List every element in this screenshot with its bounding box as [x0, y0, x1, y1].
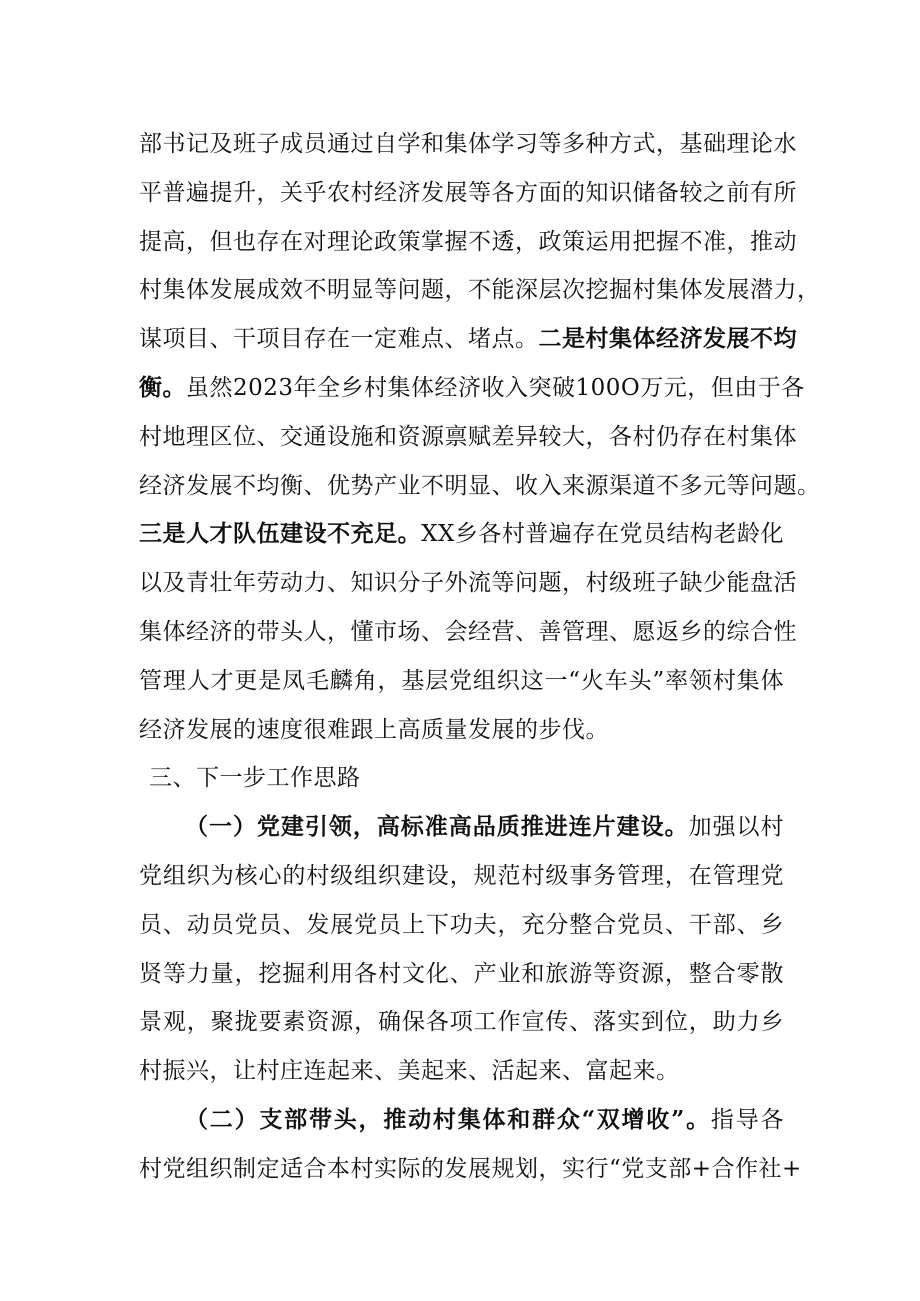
text-line: 以及青壮年劳动力、知识分子外流等问题，村级班子缺少能盘活 [139, 570, 797, 597]
text-line: 集体经济的带头人，懂市场、会经营、善管理、愿返乡的综合性 [139, 618, 797, 645]
text-line: 村集体发展成效不明显等问题，不能深层次挖掘村集体发展潜力， [139, 277, 821, 304]
text-line [139, 315, 797, 364]
text-line: 管理人才更是凤毛麟角，基层党组织这一“火车头”率领村集体 [139, 667, 784, 694]
text-span: 虽然2023年全乡村集体经济收入突破100O万元，但由于各 [186, 374, 805, 401]
text-line: 村党组织制定适合本村实际的发展规划，实行“党支部+合作社+ [139, 1155, 802, 1182]
text-line [139, 1096, 784, 1145]
text-span: 谋项目、干项目存在一定难点、堵点。 [139, 326, 539, 353]
text-line: 员、动员党员、发展党员上下功夫，充分整合党员、干部、乡 [139, 911, 784, 938]
text-line: 经济发展的速度很难跟上高质量发展的步伐。 [139, 716, 609, 743]
text-line: 部书记及班子成员通过自学和集体学习等多种方式，基础理论水 [139, 131, 797, 157]
text-span: XX乡各村普遍存在党员结构老龄化 [421, 521, 785, 548]
text-span: 指导各 [710, 1106, 784, 1133]
text-line: 经济发展不均衡、优势产业不明显、收入来源渠道不多元等问题。 [139, 472, 821, 499]
section-heading: 三、下一步工作思路 [149, 765, 361, 792]
text-line: 村地理区位、交通设施和资源禀赋差异较大，各村仍存在村集体 [139, 423, 797, 450]
body-text [139, 120, 821, 1194]
text-line [139, 803, 784, 852]
bold-lead-phrase: 二是村集体经济发展不均 [538, 325, 797, 353]
subsection-heading: （一）党建引领，高标准高品质推进连片建设。 [185, 813, 689, 841]
text-line: 贤等力量，挖掘利用各村文化、产业和旅游等资源，整合零散 [139, 960, 784, 987]
bold-lead-phrase: 衡。 [139, 373, 186, 401]
text-line: 党组织为核心的村级组织建设，规范村级事务管理，在管理党 [139, 862, 784, 889]
text-line: 平普遍提升，关乎农村经济发展等各方面的知识储备较之前有所 [139, 179, 797, 206]
text-line: 村振兴，让村庄连起来、美起来、活起来、富起来。 [139, 1058, 680, 1085]
text-line: 景观，聚拢要素资源，确保各项工作宣传、落实到位，助力乡 [139, 1009, 784, 1036]
text-line [139, 364, 805, 413]
subsection-heading: （二）支部带头，推动村集体和群众“双增收”。 [185, 1105, 711, 1133]
text-span: 加强以村 [688, 814, 785, 841]
text-line: 提高，但也存在对理论政策掌握不透，政策运用把握不准，推动 [139, 228, 797, 255]
bold-lead-phrase: 三是人才队伍建设不充足。 [139, 520, 422, 548]
text-line [139, 510, 784, 559]
